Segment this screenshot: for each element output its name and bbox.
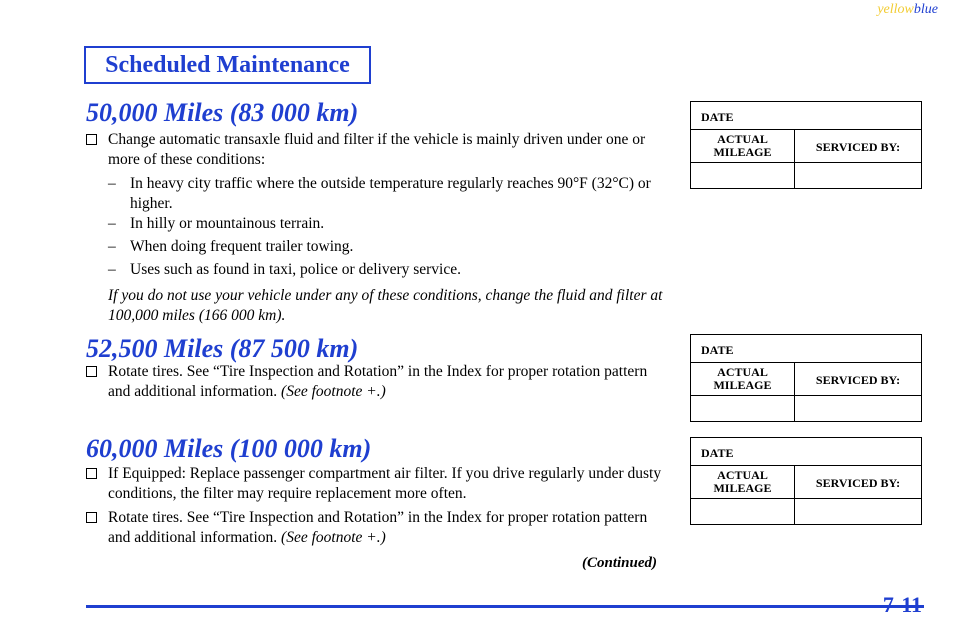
- dash-icon: –: [108, 238, 116, 255]
- mileage-entry-cell[interactable]: [691, 163, 794, 189]
- checkbox-icon[interactable]: [86, 134, 97, 145]
- date-label: DATE: [701, 446, 734, 460]
- checklist-item: [86, 464, 666, 504]
- dash-icon: –: [108, 175, 116, 192]
- footnote-ref: (See footnote +.): [281, 383, 386, 400]
- date-label: DATE: [701, 110, 734, 124]
- page-header-title: Scheduled Maintenance: [105, 51, 350, 78]
- checklist-item-text: [108, 508, 666, 548]
- continued-label: (Continued): [582, 555, 658, 571]
- condition-item: [108, 237, 668, 257]
- checklist-item: [86, 508, 666, 548]
- page-number: 7-11: [882, 592, 922, 617]
- condition-item: [108, 260, 668, 280]
- serviced-by-label: SERVICED BY:: [815, 373, 901, 387]
- actual-mileage-label: ACTUAL MILEAGE: [713, 468, 772, 495]
- section-title-50000: 50,000 Miles (83 000 km): [86, 98, 359, 127]
- mileage-entry-cell[interactable]: [691, 396, 794, 422]
- date-label: DATE: [701, 343, 734, 357]
- checkbox-icon[interactable]: [86, 366, 97, 377]
- divider: [691, 362, 921, 363]
- serviced-by-entry-cell[interactable]: [795, 163, 921, 189]
- checklist-item: [86, 130, 666, 170]
- actual-mileage-label: ACTUAL MILEAGE: [713, 365, 772, 392]
- page-header: [84, 46, 371, 84]
- service-record-box: [690, 101, 922, 189]
- section-title-60000: 60,000 Miles (100 000 km): [86, 434, 372, 463]
- checklist-item: [86, 362, 666, 402]
- condition-text: When doing frequent trailer towing.: [130, 238, 354, 255]
- color-tag-yellow: yellow: [877, 2, 914, 17]
- serviced-by-label: SERVICED BY:: [815, 140, 901, 154]
- footer-rule: [86, 605, 924, 608]
- checklist-item-text: If Equipped: Replace passenger compartment air filter. If you drive regularly under dusty conditions, the filter may require replacement more often.: [108, 465, 662, 502]
- italic-note: If you do not use your vehicle under any of these conditions, change the fluid and filter at 100,000 miles (166 000 km).: [108, 287, 663, 324]
- checkbox-icon[interactable]: [86, 512, 97, 523]
- condition-item: [108, 174, 668, 214]
- divider: [691, 129, 921, 130]
- footnote-ref: (See footnote +.): [281, 529, 386, 546]
- condition-text: Uses such as found in taxi, police or delivery service.: [130, 261, 462, 278]
- condition-text: In hilly or mountainous terrain.: [130, 215, 325, 232]
- divider: [691, 465, 921, 466]
- dash-icon: –: [108, 215, 116, 232]
- checklist-item-body: Rotate tires. See “Tire Inspection and Rotation” in the Index for proper rotation pattern and additional information.: [108, 363, 648, 400]
- color-tag-blue: blue: [913, 2, 938, 17]
- checklist-item-body: Rotate tires. See “Tire Inspection and Rotation” in the Index for proper rotation pattern and additional information.: [108, 509, 648, 546]
- dash-icon: –: [108, 261, 116, 278]
- condition-item: [108, 214, 668, 234]
- checklist-item-text: [108, 362, 666, 402]
- serviced-by-label: SERVICED BY:: [815, 476, 901, 490]
- checkbox-icon[interactable]: [86, 468, 97, 479]
- service-record-box: [690, 437, 922, 525]
- print-color-tag: [877, 2, 938, 18]
- checklist-item-text: Change automatic transaxle fluid and filter if the vehicle is mainly driven under one or more of these conditions:: [108, 131, 646, 168]
- service-record-box: [690, 334, 922, 422]
- serviced-by-entry-cell[interactable]: [795, 396, 921, 422]
- condition-text: In heavy city traffic where the outside temperature regularly reaches 90°F (32°C) or higher.: [130, 175, 651, 212]
- actual-mileage-label: ACTUAL MILEAGE: [713, 132, 772, 159]
- serviced-by-entry-cell[interactable]: [795, 499, 921, 525]
- section-title-52500: 52,500 Miles (87 500 km): [86, 334, 359, 363]
- mileage-entry-cell[interactable]: [691, 499, 794, 525]
